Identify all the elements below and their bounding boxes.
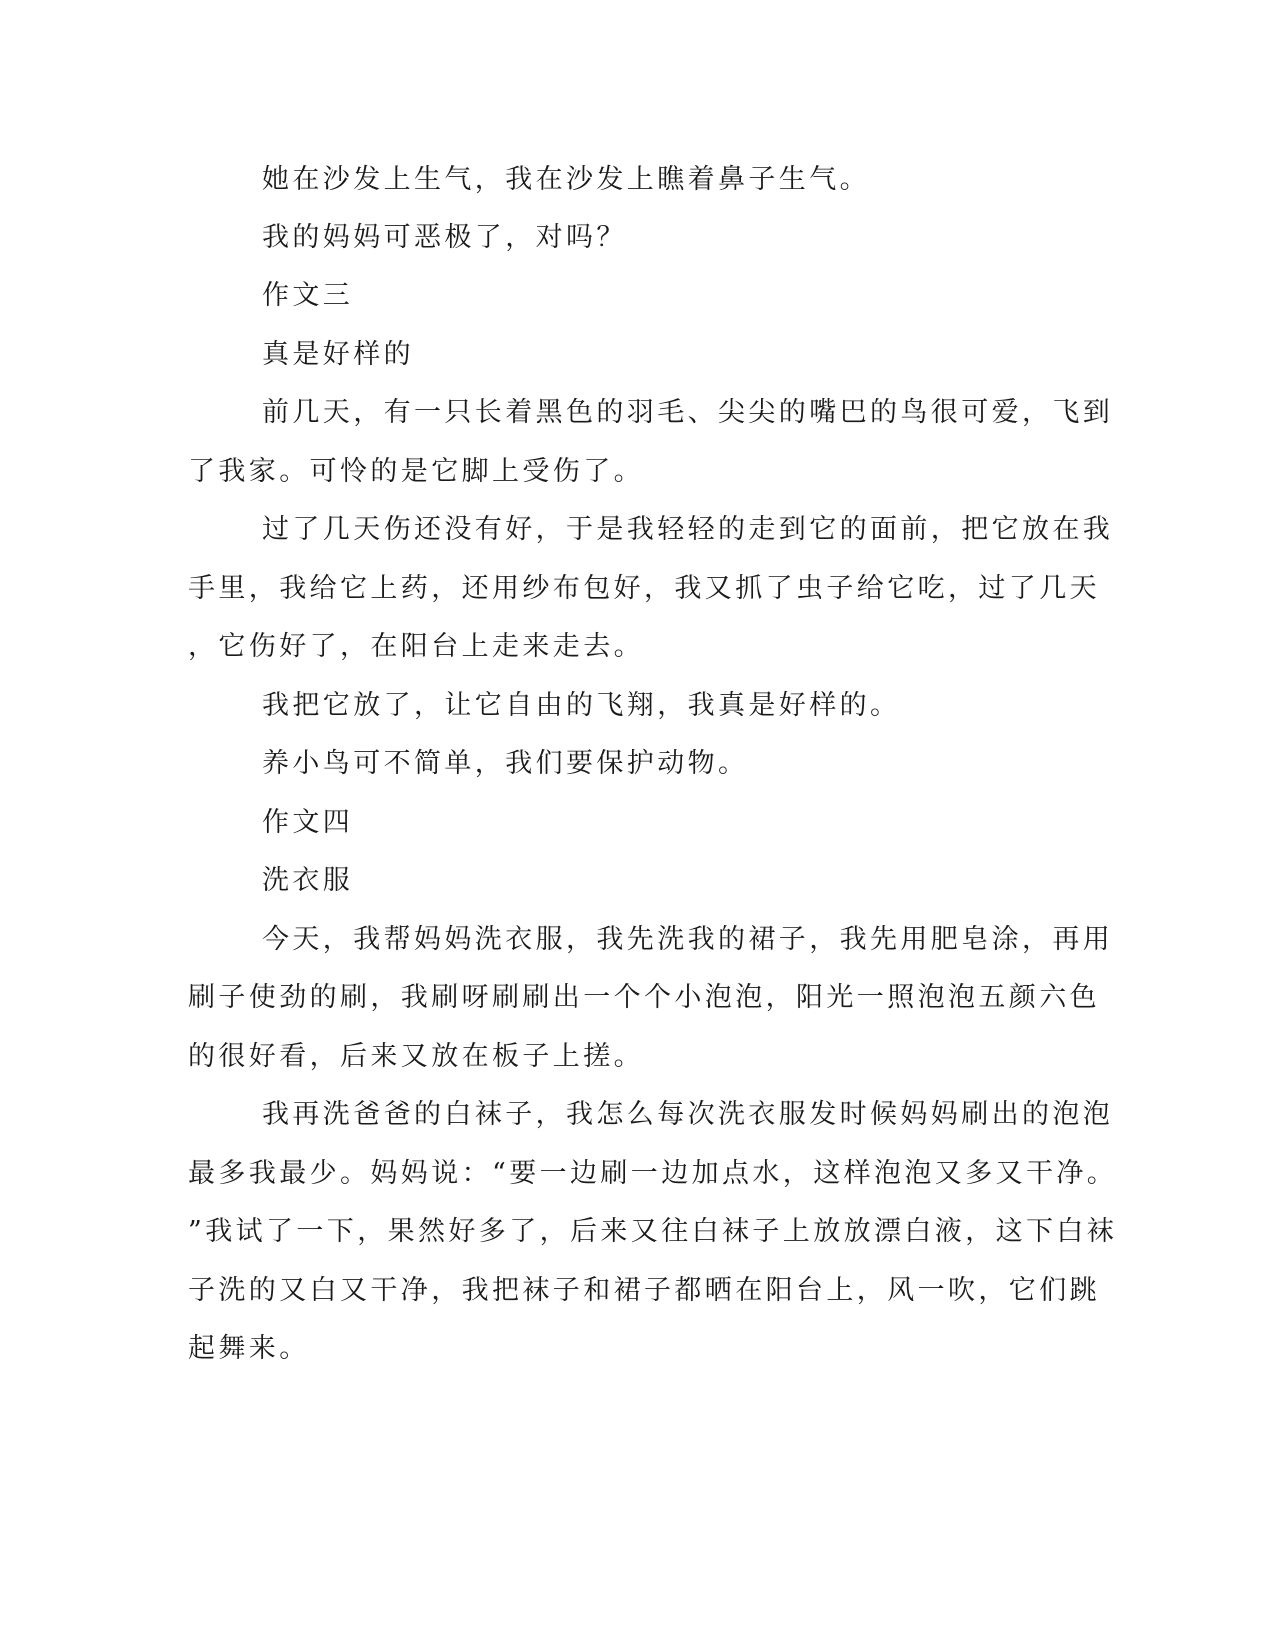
text-line: 前几天，有一只长着黑色的羽毛、尖尖的嘴巴的鸟很可爱，飞到 (262, 397, 1114, 428)
text-line: 最多我最少。妈妈说：“要一边刷一边加点水，这样泡泡又多又干净。 (188, 1158, 1118, 1189)
text-line: ”我试了一下，果然好多了，后来又往白袜子上放放漂白液，这下白袜 (188, 1216, 1118, 1247)
text-line: 手里，我给它上药，还用纱布包好，我又抓了虫子给它吃，过了几天 (188, 573, 1100, 604)
text-line: 的很好看，后来又放在板子上搓。 (188, 1041, 644, 1072)
text-line: 刷子使劲的刷，我刷呀刷刷出一个个小泡泡，阳光一照泡泡五颜六色 (188, 982, 1100, 1013)
section-heading: 作文三 (262, 280, 354, 311)
text-line: 起舞来。 (188, 1333, 310, 1364)
text-line: 我再洗爸爸的白袜子，我怎么每次洗衣服发时候妈妈刷出的泡泡 (262, 1099, 1114, 1130)
text-line: ，它伤好了，在阳台上走来走去。 (188, 631, 644, 662)
text-line: 我把它放了，让它自由的飞翔，我真是好样的。 (262, 690, 901, 721)
text-line: 过了几天伤还没有好，于是我轻轻的走到它的面前，把它放在我 (262, 514, 1114, 545)
text-line: 她在沙发上生气，我在沙发上瞧着鼻子生气。 (262, 164, 870, 195)
essay-title: 真是好样的 (262, 339, 414, 370)
section-heading: 作文四 (262, 807, 354, 838)
text-line: 子洗的又白又干净，我把袜子和裙子都晒在阳台上，风一吹，它们跳 (188, 1275, 1100, 1306)
essay-title: 洗衣服 (262, 865, 354, 896)
text-line: 养小鸟可不简单，我们要保护动物。 (262, 748, 749, 779)
text-line: 了我家。可怜的是它脚上受伤了。 (188, 456, 644, 487)
text-line: 我的妈妈可恶极了，对吗？ (262, 222, 627, 253)
text-line: 今天，我帮妈妈洗衣服，我先洗我的裙子，我先用肥皂涂，再用 (262, 924, 1114, 955)
